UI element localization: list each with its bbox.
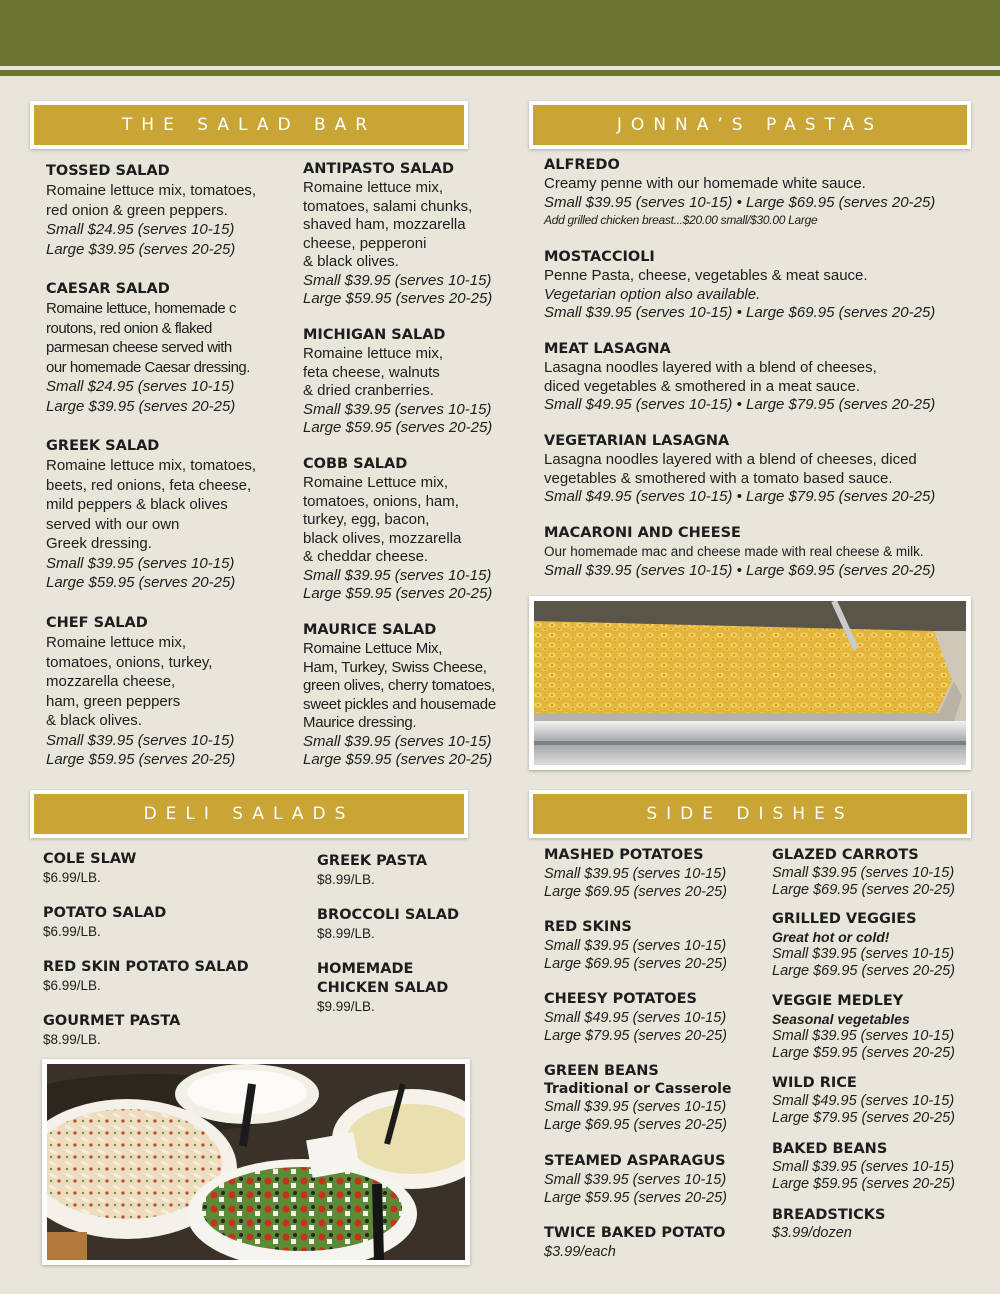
item-desc: Lasagna noodles layered with a blend of cheeses, bbox=[544, 359, 877, 376]
item-desc: & black olives. bbox=[46, 712, 142, 729]
menu-item-mostaccioli bbox=[544, 248, 984, 323]
item-price-large: Large $79.95 (serves 20-25) bbox=[544, 1028, 727, 1044]
item-desc: parmesan cheese served with bbox=[46, 339, 232, 356]
item-price-small: Small $39.95 (serves 10-15) bbox=[303, 400, 492, 418]
item-desc: black olives, mozzarella bbox=[303, 529, 462, 547]
item-name: MAURICE SALAD bbox=[303, 622, 437, 638]
item-name: ANTIPASTO SALAD bbox=[303, 161, 455, 177]
menu-item-twice-baked-potato bbox=[544, 1224, 764, 1261]
item-price-large: Large $59.95 (serves 20-25) bbox=[544, 1190, 727, 1206]
item-subtitle: Seasonal vegetables bbox=[772, 1011, 910, 1027]
deli-salads-illustration bbox=[47, 1064, 465, 1260]
item-name: GREEK PASTA bbox=[317, 853, 428, 869]
item-desc: shaved ham, mozzarella bbox=[303, 216, 466, 233]
item-name: WILD RICE bbox=[772, 1075, 857, 1091]
item-price: $6.99/LB. bbox=[43, 978, 101, 993]
item-name: MICHIGAN SALAD bbox=[303, 327, 446, 343]
item-name: POTATO SALAD bbox=[43, 905, 167, 921]
menu-item-meat-lasagna bbox=[544, 340, 984, 415]
item-name: TOSSED SALAD bbox=[46, 163, 170, 179]
menu-item-macaroni-and-cheese bbox=[544, 524, 984, 580]
item-name: VEGETARIAN LASAGNA bbox=[544, 433, 730, 449]
item-price-small: Small $39.95 (serves 10-15) bbox=[772, 1159, 955, 1175]
item-desc: Romaine lettuce mix, bbox=[46, 634, 187, 651]
item-name: MEAT LASAGNA bbox=[544, 341, 671, 357]
menu-item-wild-rice bbox=[772, 1074, 987, 1126]
item-desc: Romaine Lettuce Mix, bbox=[303, 640, 443, 657]
item-name: GREEN BEANS bbox=[544, 1063, 659, 1079]
item-price-large: Large $59.95 (serves 20-25) bbox=[303, 751, 493, 768]
menu-item-cole-slaw bbox=[43, 850, 293, 887]
menu-item-potato-salad bbox=[43, 904, 293, 941]
item-name: BREADSTICKS bbox=[772, 1207, 886, 1223]
item-price: Small $39.95 (serves 10-15) • Large $69.95 (serves 20-25) bbox=[544, 193, 936, 211]
salad-bar-banner: THE SALAD BAR bbox=[30, 101, 468, 149]
menu-item-veggie-medley bbox=[772, 992, 987, 1061]
item-price-large: Large $69.95 (serves 20-25) bbox=[544, 884, 727, 900]
item-note: Add grilled chicken breast...$20.00 small/$30.00 Large bbox=[544, 213, 818, 227]
item-desc: mozzarella cheese, bbox=[46, 673, 176, 690]
item-price: $6.99/LB. bbox=[43, 870, 101, 885]
item-name: BAKED BEANS bbox=[772, 1141, 888, 1157]
item-name: RED SKIN POTATO SALAD bbox=[43, 959, 249, 975]
item-price-small: Small $39.95 (serves 10-15) bbox=[544, 938, 727, 954]
menu-item-baked-beans bbox=[772, 1140, 987, 1192]
menu-item-michigan-salad bbox=[303, 326, 513, 438]
mac-and-cheese-photo bbox=[529, 596, 971, 770]
item-desc: Penne Pasta, cheese, vegetables & meat sauce. bbox=[544, 267, 868, 284]
menu-item-grilled-veggies bbox=[772, 910, 987, 979]
item-name: BROCCOLI SALAD bbox=[317, 907, 459, 923]
item-desc: cheese, pepperoni bbox=[303, 234, 427, 252]
item-price-large: Large $59.95 (serves 20-25) bbox=[303, 290, 493, 307]
menu-item-cobb-salad bbox=[303, 455, 513, 604]
item-name: MASHED POTATOES bbox=[544, 847, 704, 863]
menu-item-breadsticks bbox=[772, 1206, 987, 1242]
item-price-small: Small $39.95 (serves 10-15) bbox=[46, 554, 235, 572]
item-desc: mild peppers & black olives bbox=[46, 496, 228, 513]
item-desc: tomatoes, onions, turkey, bbox=[46, 653, 213, 671]
item-price-large: Large $39.95 (serves 20-25) bbox=[46, 397, 236, 415]
item-price-small: Small $49.95 (serves 10-15) bbox=[772, 1093, 955, 1109]
item-name: CHEF SALAD bbox=[46, 615, 148, 631]
mac-and-cheese-illustration bbox=[534, 601, 966, 765]
item-desc: turkey, egg, bacon, bbox=[303, 511, 430, 528]
menu-item-alfredo bbox=[544, 156, 984, 229]
menu-item-vegetarian-lasagna bbox=[544, 432, 984, 507]
item-desc: tomatoes, salami chunks, bbox=[303, 197, 473, 215]
item-desc: our homemade Caesar dressing. bbox=[46, 358, 250, 376]
item-desc: Romaine lettuce mix, tomatoes, bbox=[46, 182, 257, 199]
item-desc: Romaine lettuce mix, bbox=[303, 179, 444, 196]
item-price-large: Large $59.95 (serves 20-25) bbox=[772, 1175, 955, 1192]
item-price-small: Small $24.95 (serves 10-15) bbox=[46, 221, 235, 238]
item-desc: Romaine lettuce mix, bbox=[303, 345, 444, 362]
item-desc: Creamy penne with our homemade white sauce. bbox=[544, 175, 866, 192]
menu-item-green-beans bbox=[544, 1062, 764, 1134]
item-price-large: Large $69.95 (serves 20-25) bbox=[544, 956, 727, 972]
item-price-small: Small $39.95 (serves 10-15) bbox=[772, 946, 955, 962]
item-name: VEGGIE MEDLEY bbox=[772, 993, 904, 1009]
item-desc: Maurice dressing. bbox=[303, 714, 417, 731]
menu-item-greek-pasta bbox=[317, 852, 487, 889]
item-price: $3.99/dozen bbox=[772, 1225, 852, 1241]
item-name: MACARONI AND CHEESE bbox=[544, 525, 741, 541]
item-desc: Romaine lettuce mix, tomatoes, bbox=[46, 457, 257, 474]
deli-salads-banner: DELI SALADS bbox=[30, 790, 468, 838]
item-name: CHEESY POTATOES bbox=[544, 991, 697, 1007]
item-desc: served with our own bbox=[46, 515, 180, 533]
item-desc: Lasagna noodles layered with a blend of cheeses, diced bbox=[544, 451, 917, 468]
header-band bbox=[0, 0, 1000, 66]
item-price-small: Small $49.95 (serves 10-15) bbox=[544, 1010, 727, 1026]
item-price-large: Large $79.95 (serves 20-25) bbox=[772, 1109, 955, 1126]
item-desc: feta cheese, walnuts bbox=[303, 363, 440, 381]
item-desc: green olives, cherry tomatoes, bbox=[303, 677, 495, 694]
menu-item-antipasto-salad bbox=[303, 160, 513, 309]
item-desc: Our homemade mac and cheese made with real cheese & milk. bbox=[544, 544, 924, 559]
item-desc: Romaine Lettuce mix, bbox=[303, 474, 449, 491]
item-price-large: Large $59.95 (serves 20-25) bbox=[46, 751, 236, 768]
item-price: $3.99/each bbox=[544, 1244, 616, 1260]
menu-item-greek-salad bbox=[46, 437, 296, 593]
item-name: COLE SLAW bbox=[43, 851, 137, 867]
item-name: STEAMED ASPARAGUS bbox=[544, 1153, 726, 1169]
item-price-large: Large $59.95 (serves 20-25) bbox=[303, 419, 493, 436]
item-price: $6.99/LB. bbox=[43, 924, 101, 939]
item-price-small: Small $39.95 (serves 10-15) bbox=[303, 732, 492, 750]
menu-item-red-skins bbox=[544, 918, 764, 973]
menu-item-maurice-salad bbox=[303, 621, 513, 770]
item-price: Small $49.95 (serves 10-15) • Large $79.95 (serves 20-25) bbox=[544, 396, 936, 413]
menu-item-glazed-carrots bbox=[772, 846, 987, 898]
item-price: Small $39.95 (serves 10-15) • Large $69.95 (serves 20-25) bbox=[544, 561, 936, 579]
menu-item-caesar-salad bbox=[46, 280, 296, 416]
menu-item-steamed-asparagus bbox=[544, 1152, 764, 1207]
item-price-small: Small $39.95 (serves 10-15) bbox=[772, 1028, 955, 1044]
item-desc: diced vegetables & smothered in a meat sauce. bbox=[544, 377, 861, 395]
item-price: $8.99/LB. bbox=[43, 1032, 101, 1047]
item-desc: sweet pickles and housemade bbox=[303, 695, 496, 713]
item-price-large: Large $69.95 (serves 20-25) bbox=[772, 962, 955, 979]
item-name: GLAZED CARROTS bbox=[772, 847, 919, 863]
menu-item-mashed-potatoes bbox=[544, 846, 764, 901]
item-price-small: Small $39.95 (serves 10-15) bbox=[544, 1172, 727, 1188]
item-price-small: Small $39.95 (serves 10-15) bbox=[544, 866, 727, 882]
menu-item-tossed-salad bbox=[46, 162, 296, 259]
item-price: Small $39.95 (serves 10-15) • Large $69.95 (serves 20-25) bbox=[544, 304, 936, 321]
item-desc: Greek dressing. bbox=[46, 535, 152, 552]
item-price-small: Small $24.95 (serves 10-15) bbox=[46, 378, 235, 395]
header-rule bbox=[0, 70, 1000, 76]
item-desc: beets, red onions, feta cheese, bbox=[46, 476, 252, 494]
item-price: $8.99/LB. bbox=[317, 872, 375, 887]
item-price: $8.99/LB. bbox=[317, 926, 375, 941]
item-desc: Romaine lettuce, homemade c bbox=[46, 300, 236, 317]
item-desc: red onion & green peppers. bbox=[46, 201, 228, 219]
item-desc: & black olives. bbox=[303, 253, 399, 270]
menu-item-gourmet-pasta bbox=[43, 1012, 293, 1049]
menu-item-homemade-chicken-salad bbox=[317, 960, 487, 1016]
item-name: COBB SALAD bbox=[303, 456, 408, 472]
item-desc: & cheddar cheese. bbox=[303, 548, 429, 565]
menu-item-broccoli-salad bbox=[317, 906, 487, 943]
item-name: CAESAR SALAD bbox=[46, 281, 170, 297]
item-name: CHICKEN SALAD bbox=[317, 980, 449, 996]
item-price-large: Large $39.95 (serves 20-25) bbox=[46, 240, 236, 258]
item-name: GOURMET PASTA bbox=[43, 1013, 181, 1029]
item-desc: routons, red onion & flaked bbox=[46, 319, 212, 337]
item-name: RED SKINS bbox=[544, 919, 632, 935]
item-price-large: Large $59.95 (serves 20-25) bbox=[303, 585, 493, 602]
side-dishes-banner: SIDE DISHES bbox=[529, 790, 971, 838]
item-desc: Ham, Turkey, Swiss Cheese, bbox=[303, 658, 487, 676]
item-price-small: Small $39.95 (serves 10-15) bbox=[303, 271, 492, 289]
pastas-banner: JONNA’S PASTAS bbox=[529, 101, 971, 149]
item-price-large: Large $69.95 (serves 20-25) bbox=[544, 1117, 727, 1133]
item-name: GRILLED VEGGIES bbox=[772, 911, 917, 927]
item-price: Small $49.95 (serves 10-15) • Large $79.95 (serves 20-25) bbox=[544, 488, 936, 505]
item-name: HOMEMADE bbox=[317, 961, 414, 977]
menu-item-cheesy-potatoes bbox=[544, 990, 764, 1045]
item-desc: vegetables & smothered with a tomato based sauce. bbox=[544, 469, 893, 487]
item-desc: & dried cranberries. bbox=[303, 382, 434, 399]
deli-salads-photo bbox=[42, 1059, 470, 1265]
item-name: MOSTACCIOLI bbox=[544, 249, 655, 265]
item-price-large: Large $59.95 (serves 20-25) bbox=[772, 1044, 955, 1061]
item-price-small: Small $39.95 (serves 10-15) bbox=[303, 566, 492, 584]
item-desc: ham, green peppers bbox=[46, 692, 181, 710]
item-price-large: Large $69.95 (serves 20-25) bbox=[772, 881, 955, 898]
menu-item-red-skin-potato-salad bbox=[43, 958, 293, 995]
item-price-small: Small $39.95 (serves 10-15) bbox=[544, 1099, 727, 1115]
item-name: ALFREDO bbox=[544, 157, 620, 173]
menu-item-chef-salad bbox=[46, 614, 296, 770]
item-price-small: Small $39.95 (serves 10-15) bbox=[772, 865, 955, 881]
item-desc: tomatoes, onions, ham, bbox=[303, 492, 459, 510]
item-subtitle: Traditional or Casserole bbox=[544, 1081, 732, 1097]
item-price: $9.99/LB. bbox=[317, 999, 375, 1014]
item-subtitle: Great hot or cold! bbox=[772, 929, 890, 945]
item-desc-italic: Vegetarian option also available. bbox=[544, 285, 761, 303]
item-price-small: Small $39.95 (serves 10-15) bbox=[46, 731, 235, 749]
item-name: GREEK SALAD bbox=[46, 438, 160, 454]
item-price-large: Large $59.95 (serves 20-25) bbox=[46, 574, 236, 591]
item-name: TWICE BAKED POTATO bbox=[544, 1225, 726, 1241]
